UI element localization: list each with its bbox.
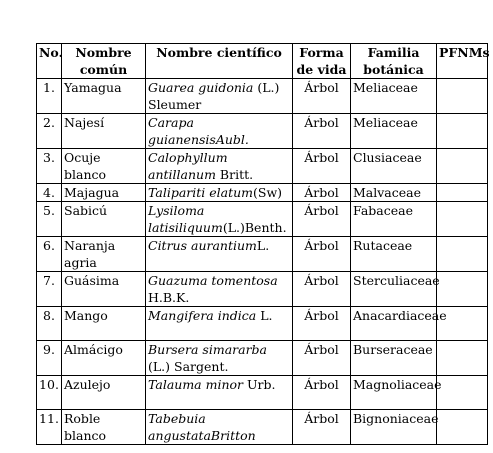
cell-no: 6. [37,237,62,272]
scientific-genus-species: Bursera simararba [148,342,268,357]
header-scientific-name: Nombre científico [146,44,293,79]
scientific-author: L. [256,238,270,253]
scientific-author: (L.) Sleumer [148,80,280,112]
cell-no: 1. [37,79,62,114]
cell-no: 4. [37,184,62,202]
cell-common-name: Roble blanco [62,410,146,445]
table-row [37,376,488,410]
cell-no: 5. [37,202,62,237]
scientific-author: H.B.K. [148,290,190,305]
cell-life-form: Árbol [293,79,351,114]
cell-pfnm [437,184,488,202]
cell-life-form: Árbol [293,410,351,445]
cell-life-form: Árbol [293,376,351,410]
cell-life-form: Árbol [293,202,351,237]
header-family: Familia botánica [351,44,437,79]
scientific-author: L. [256,308,273,323]
scientific-genus-species: Calophyllum antillanum [148,150,228,182]
table-row [37,272,488,307]
cell-scientific-name [146,79,293,114]
cell-pfnm [437,272,488,307]
cell-no: 9. [37,341,62,376]
scientific-genus-species: Tabebuia angustataBritton [148,411,256,443]
scientific-genus-species: Citrus aurantium [148,238,257,253]
cell-family: Magnoliaceae [351,376,437,410]
cell-life-form: Árbol [293,149,351,184]
cell-life-form: Árbol [293,272,351,307]
cell-scientific-name [146,202,293,237]
cell-family: Clusiaceae [351,149,437,184]
cell-no: 8. [37,307,62,341]
header-common-name: Nombre común [62,44,146,79]
cell-pfnm [437,410,488,445]
cell-common-name: Ocuje blanco [62,149,146,184]
cell-common-name: Sabicú [62,202,146,237]
cell-family: Meliaceae [351,114,437,149]
cell-scientific-name [146,410,293,445]
cell-no: 3. [37,149,62,184]
scientific-genus-species: Lysiloma latisiliquum [148,203,223,235]
cell-family: Sterculiaceae [351,272,437,307]
cell-life-form: Árbol [293,114,351,149]
cell-family: Anacardiaceae [351,307,437,341]
cell-family: Meliaceae [351,79,437,114]
header-row [37,44,488,79]
cell-pfnm [437,149,488,184]
cell-common-name: Naranja agria [62,237,146,272]
table-row [37,410,488,445]
scientific-genus-species: Carapa guianensisAubl. [148,115,249,147]
cell-scientific-name [146,272,293,307]
scientific-genus-species: Mangifera indica [148,308,257,323]
scientific-author: (L.)Benth. [222,220,287,235]
cell-pfnm [437,114,488,149]
scientific-author: Urb. [243,377,276,392]
scientific-genus-species: Talauma minor [148,377,244,392]
cell-common-name: Yamagua [62,79,146,114]
cell-common-name: Guásima [62,272,146,307]
cell-family: Rutaceae [351,237,437,272]
cell-no: 7. [37,272,62,307]
table-row [37,237,488,272]
scientific-genus-species: Guarea guidonia [148,80,254,95]
cell-scientific-name [146,376,293,410]
cell-scientific-name [146,237,293,272]
cell-no: 2. [37,114,62,149]
scientific-author: (L.) Sargent. [148,359,229,374]
cell-family: Fabaceae [351,202,437,237]
cell-scientific-name [146,114,293,149]
table-row [37,149,488,184]
cell-no: 11. [37,410,62,445]
scientific-genus-species: Guazuma tomentosa [148,273,278,288]
cell-common-name: Najesí [62,114,146,149]
scientific-genus-species: Talipariti elatum [148,185,254,200]
cell-family: Bignoniaceae [351,410,437,445]
cell-common-name: Almácigo [62,341,146,376]
cell-scientific-name [146,149,293,184]
cell-family: Malvaceae [351,184,437,202]
cell-common-name: Mango [62,307,146,341]
cell-family: Burseraceae [351,341,437,376]
cell-life-form: Árbol [293,307,351,341]
table-row [37,341,488,376]
cell-pfnm [437,79,488,114]
header-no: No. [37,44,62,79]
cell-common-name: Majagua [62,184,146,202]
table-row [37,114,488,149]
cell-pfnm [437,376,488,410]
cell-common-name: Azulejo [62,376,146,410]
cell-life-form: Árbol [293,237,351,272]
cell-life-form: Árbol [293,184,351,202]
cell-scientific-name [146,307,293,341]
header-pfnm: PFNMs [437,44,488,79]
scientific-author: Britt. [215,167,254,182]
table-row [37,184,488,202]
cell-pfnm [437,202,488,237]
table-row [37,202,488,237]
cell-scientific-name [146,341,293,376]
scientific-author: (Sw) [253,185,283,200]
table-row [37,79,488,114]
header-life-form: Forma de vida [293,44,351,79]
cell-scientific-name [146,184,293,202]
cell-pfnm [437,237,488,272]
cell-life-form: Árbol [293,341,351,376]
cell-pfnm [437,341,488,376]
cell-no: 10. [37,376,62,410]
table-row [37,307,488,341]
species-table [36,43,488,445]
